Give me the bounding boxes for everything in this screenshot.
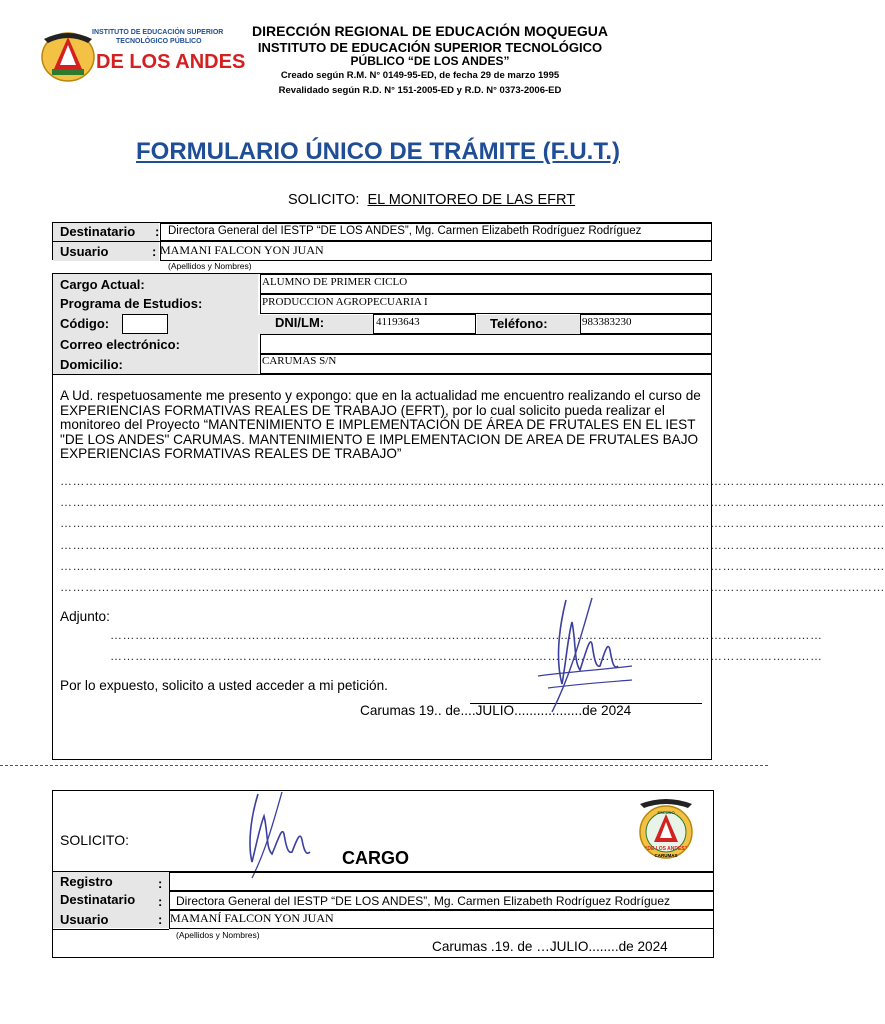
cargo-usuario-hint: (Apellidos y Nombres): [176, 930, 260, 940]
colon: :: [158, 912, 163, 927]
adjunto-line[interactable]: ………………………………………………………………………………………………………………………………………………………: [110, 628, 823, 642]
cargo-usuario-label: Usuario: [60, 912, 109, 927]
cargo-solicito-label: SOLICITO:: [60, 832, 129, 848]
seal-bottom-text: CARUMAS: [654, 853, 678, 858]
header-line-4: Creado según R.M. N° 0149-95-ED, de fecha 29 de marzo 1995: [280, 70, 560, 81]
cargo-destinatario-label: Destinatario: [60, 892, 136, 907]
destinatario-value: Directora General del IESTP “DE LOS ANDES”, Mg. Carmen Elizabeth Rodríguez Rodríguez: [168, 225, 642, 237]
cargo-value: ALUMNO DE PRIMER CICLO: [262, 276, 408, 288]
colon: :: [158, 894, 163, 909]
colon: :: [152, 244, 157, 259]
adjunto-label: Adjunto:: [60, 609, 110, 624]
header-line-5: Revalidado según R.D. N° 151-2005-ED y R.D. N° 0373-2006-ED: [278, 85, 562, 96]
signature: [528, 592, 638, 722]
usuario-hint: (Apellidos y Nombres): [168, 261, 252, 271]
cargo-label: Cargo Actual:: [60, 277, 145, 292]
closing-text: Por lo expuesto, solicito a usted acceder a mi petición.: [60, 678, 388, 693]
dni-label: DNI/LM:: [275, 315, 325, 330]
cut-line: [0, 765, 768, 766]
seal-band-text: “DE LOS ANDES”: [644, 846, 688, 852]
seal-top-text: ESCUDO: [657, 810, 675, 815]
codigo-label: Código:: [60, 316, 110, 331]
correo-label: Correo electrónico:: [60, 337, 180, 352]
domicilio-value: CARUMAS S/N: [262, 355, 337, 367]
colon: :: [155, 224, 160, 239]
header-line-3: PÚBLICO “DE LOS ANDES”: [350, 54, 510, 68]
colon: :: [158, 876, 163, 891]
logo-top-text: INSTITUTO DE EDUCACIÓN SUPERIOR: [92, 29, 224, 36]
programa-label: Programa de Estudios:: [60, 296, 203, 311]
blank-line[interactable]: ………………………………………………………………………………………………………………………………………………………………………………: [60, 516, 885, 530]
programa-value: PRODUCCION AGROPECUARIA I: [262, 296, 428, 308]
adjunto-line[interactable]: ………………………………………………………………………………………………………………………………………………………: [110, 649, 823, 663]
destinatario-label: Destinatario: [60, 224, 136, 239]
telefono-value: 983383230: [582, 316, 632, 328]
header-line-2: INSTITUTO DE EDUCACIÓN SUPERIOR TECNOLÓGICO: [257, 40, 603, 55]
domicilio-label: Domicilio:: [60, 357, 123, 372]
logo-name: DE LOS ANDES: [96, 51, 246, 73]
usuario-label: Usuario: [60, 244, 109, 259]
registro-label: Registro: [60, 874, 113, 889]
header-line-1: DIRECCIÓN REGIONAL DE EDUCACIÓN MOQUEGUA: [252, 23, 608, 39]
registro-field[interactable]: [169, 872, 714, 891]
solicito-label: SOLICITO:: [288, 192, 360, 208]
cargo-seal: [634, 794, 698, 864]
form-title: FORMULARIO ÚNICO DE TRÁMITE (F.U.T.): [136, 138, 620, 165]
blank-line[interactable]: ………………………………………………………………………………………………………………………………………………………………………………: [60, 495, 885, 509]
blank-line[interactable]: ………………………………………………………………………………………………………………………………………………………………………………: [60, 474, 885, 488]
cargo-date-line: Carumas .19. de …JULIO........de 2024: [432, 939, 668, 954]
correo-field[interactable]: [260, 334, 712, 354]
logo-mid-text: TECNOLÓGICO PÚBLICO: [116, 38, 202, 45]
request-paragraph: A Ud. respetuosamente me presento y expongo: que en la actualidad me encuentro realizando el curso de EXPERIENCIAS FORMATIVAS REALES DE TRABAJO (EFRT), por lo cual solicito pueda realizar el monitoreo del Proyecto “MANTENIMIENTO E IMPLEMENTACIÓN DE ÁREA DE FRUTALES EN EL IEST "DE LOS ANDES" CARUMAS. MANTENIMIENTO E IMPLEMENTACION DE AREA DE FRUTALES BAJO EXPERIENCIAS FORMATIVAS REALES DE TRABAJO”: [60, 388, 701, 462]
cargo-destinatario-value: Directora General del IESTP “DE LOS ANDES”, Mg. Carmen Elizabeth Rodríguez Rodríguez: [176, 894, 670, 908]
cargo-signature: [222, 790, 322, 880]
solicito-value[interactable]: EL MONITOREO DE LAS EFRT: [367, 192, 576, 208]
cargo-usuario-value: MAMANÍ FALCON YON JUAN: [170, 911, 334, 925]
dni-value: 41193643: [376, 316, 420, 328]
usuario-value: MAMANI FALCON YON JUAN: [160, 243, 324, 257]
telefono-label: Teléfono:: [490, 316, 548, 331]
cargo-title: CARGO: [342, 848, 409, 868]
blank-line[interactable]: ………………………………………………………………………………………………………………………………………………………………………………: [60, 559, 885, 573]
solicito-row: [288, 192, 575, 208]
date-line: Carumas 19.. de....JULIO..................de 2024: [360, 703, 632, 718]
codigo-field[interactable]: [122, 314, 168, 334]
blank-line[interactable]: ………………………………………………………………………………………………………………………………………………………………………………: [60, 538, 885, 552]
blank-line[interactable]: ………………………………………………………………………………………………………………………………………………………………………………: [60, 580, 885, 594]
